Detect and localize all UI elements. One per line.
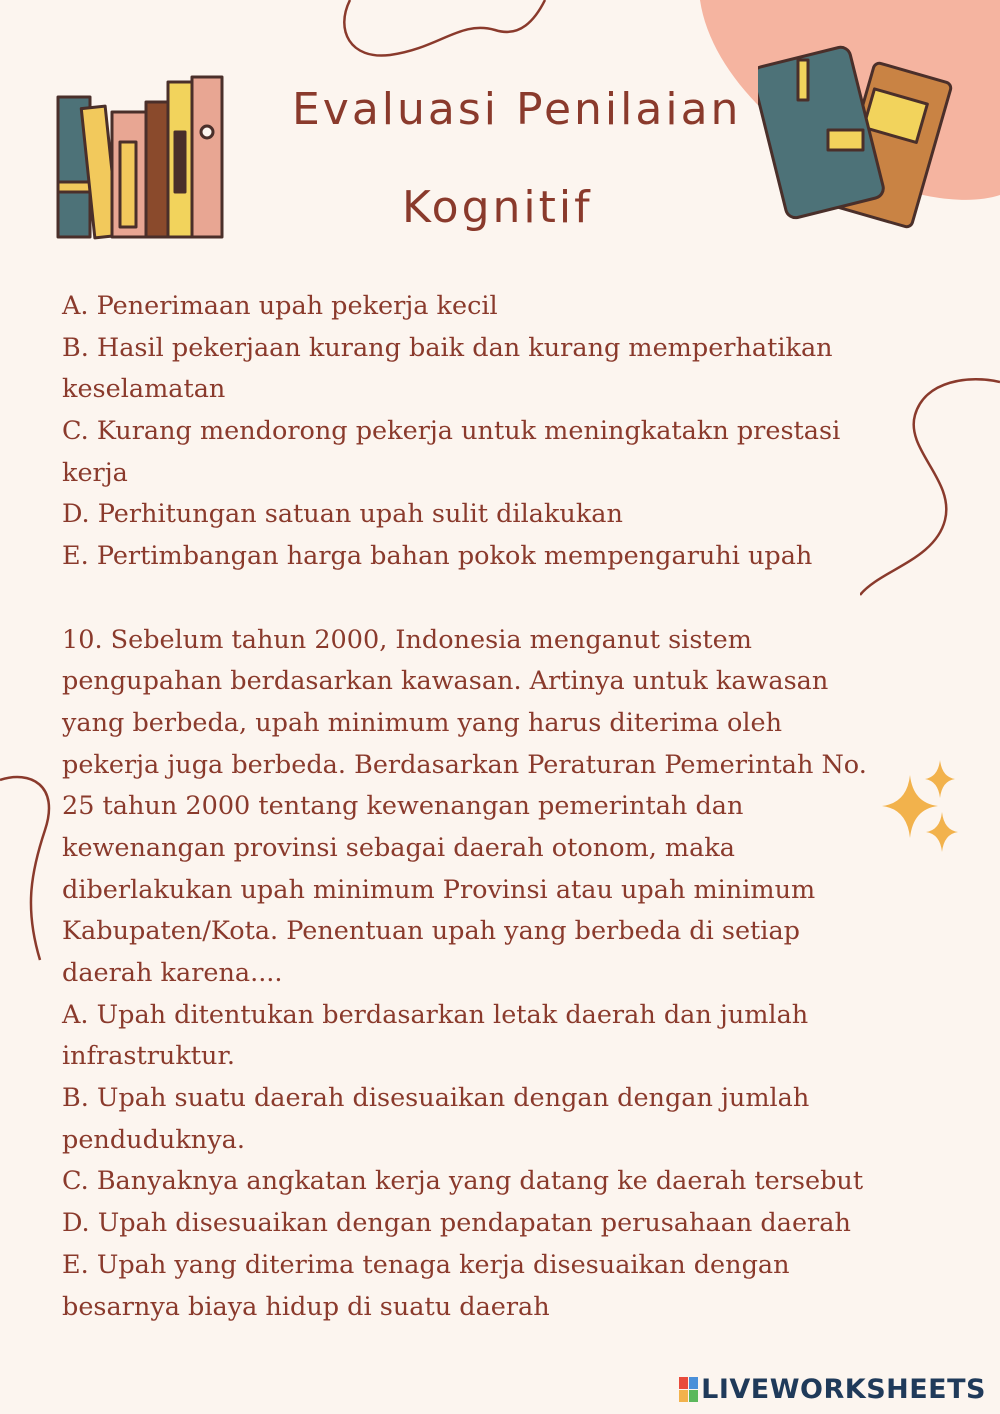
answer-option: D. Upah disesuaikan dengan pendapatan perusahaan daerah xyxy=(62,1208,851,1239)
answer-option: C. Kurang mendorong pekerja untuk meningkatakn prestasi xyxy=(62,416,841,447)
question-line: pengupahan berdasarkan kawasan. Artinya untuk kawasan xyxy=(62,666,829,697)
answer-option: besarnya biaya hidup di suatu daerah xyxy=(62,1291,550,1322)
answer-option: kerja xyxy=(62,457,128,488)
answer-option: B. Upah suatu daerah disesuaikan dengan dengan jumlah xyxy=(62,1083,810,1114)
answer-option: A. Upah ditentukan berdasarkan letak daerah dan jumlah xyxy=(62,999,809,1030)
spacer xyxy=(62,578,922,620)
notebook-pencil-case-illustration xyxy=(758,40,963,245)
question-line: Kabupaten/Kota. Penentuan upah yang berbeda di setiap xyxy=(62,916,800,947)
answer-option: penduduknya. xyxy=(62,1124,245,1155)
squiggle-line xyxy=(330,0,560,70)
book-stack-illustration xyxy=(52,62,232,242)
question-line: pekerja juga berbeda. Berdasarkan Peraturan Pemerintah No. xyxy=(62,749,867,780)
question-line: daerah karena.... xyxy=(62,958,283,988)
page-subtitle: Kognitif xyxy=(402,182,593,233)
question-line: yang berbeda, upah minimum yang harus diterima oleh xyxy=(62,707,783,738)
liveworksheets-logo-icon xyxy=(679,1377,698,1402)
page-title: Evaluasi Penilaian xyxy=(292,84,742,135)
brand-name: LIVEWORKSHEETS xyxy=(701,1373,986,1405)
answer-option: A. Penerimaan upah pekerja kecil xyxy=(62,291,498,321)
question-text xyxy=(62,286,922,1328)
answer-option: E. Upah yang diterima tenaga kerja disesuaikan dengan xyxy=(62,1249,790,1280)
answer-option: C. Banyaknya angkatan kerja yang datang ke daerah tersebut xyxy=(62,1166,864,1197)
question-line: 25 tahun 2000 tentang kewenangan pemerintah dan xyxy=(62,791,744,822)
answer-option: B. Hasil pekerjaan kurang baik dan kurang memperhatikan xyxy=(62,332,833,363)
question-line: kewenangan provinsi sebagai daerah otonom, maka xyxy=(62,832,735,863)
question-line: 10. Sebelum tahun 2000, Indonesia menganut sistem xyxy=(62,624,752,655)
liveworksheets-brand[interactable] xyxy=(679,1372,986,1406)
answer-option: E. Pertimbangan harga bahan pokok mempengaruhi upah xyxy=(62,541,813,572)
answer-option: D. Perhitungan satuan upah sulit dilakukan xyxy=(62,499,623,530)
squiggle-line xyxy=(0,760,60,970)
question-line: diberlakukan upah minimum Provinsi atau upah minimum xyxy=(62,874,816,905)
answer-option: infrastruktur. xyxy=(62,1041,235,1072)
answer-option: keselamatan xyxy=(62,374,226,405)
